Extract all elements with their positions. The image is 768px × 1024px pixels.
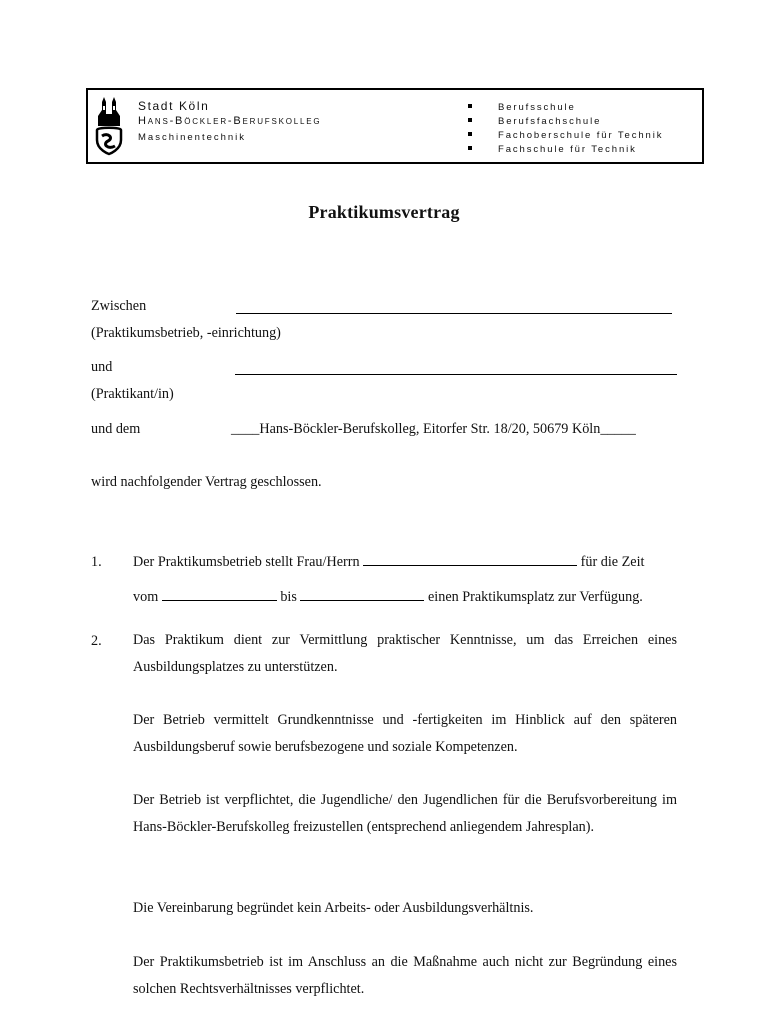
list-item: Fachschule für Technik [468,143,663,157]
bullet-icon [468,104,472,108]
section-number: 2. [91,633,102,649]
company-name-field[interactable] [236,313,672,314]
section1-line2: vom bis einen Praktikumsplatz zur Verfügung. [133,589,643,605]
document-title: Praktikumsvertrag [308,202,460,222]
paragraph: Der Betrieb vermittelt Grundkenntnisse und -fertigkeiten im Hinblick auf den späteren Ausbildungsberuf sowie berufsbezogene und soziale Kompetenzen. [133,712,677,755]
and-the-label: und dem [91,421,141,437]
letterhead [86,88,704,164]
intern-name-field[interactable] [235,374,677,375]
contract-sentence: wird nachfolgender Vertrag geschlossen. [91,474,322,490]
between-label: Zwischen [91,298,147,314]
bullet-icon [468,146,472,150]
section1-line1: Der Praktikumsbetrieb stellt Frau/Herrn für die Zeit [133,554,645,570]
list-item: Fachoberschule für Technik [468,129,663,143]
and-label: und [91,359,113,375]
paragraph: Das Praktikum dient zur Vermittlung praktischer Kenntnisse, um das Erreichen eines Ausbildungsplatzes zu unterstützen. [133,632,677,675]
school-address-entry: ____Hans-Böckler-Berufskolleg, Eitorfer Str. 18/20, 50679 Köln_____ [231,421,636,437]
list-item: Berufsfachschule [468,115,663,129]
bullet-icon [468,118,472,122]
end-date-blank[interactable] [300,588,424,601]
list-item: Berufsschule [468,101,663,115]
school-logo-icon [94,96,126,156]
intern-hint: (Praktikant/in) [91,386,174,402]
school-name: Hans-Böckler-Berufskolleg [138,115,322,127]
city-name: Stadt Köln [138,99,210,113]
section-number: 1. [91,554,102,570]
paragraph: Der Praktikumsbetrieb ist im Anschluss an die Maßnahme auch nicht zur Begründung eines solchen Rechtsverhältnisses verpflichtet. [133,954,677,997]
bullet-icon [468,132,472,136]
letterhead-names [138,98,321,145]
paragraph: Die Vereinbarung begründet kein Arbeits- oder Ausbildungsverhältnis. [133,900,534,916]
department-name: Maschinentechnik [138,132,247,143]
company-hint: (Praktikumsbetrieb, -einrichtung) [91,325,281,341]
paragraph: Der Betrieb ist verpflichtet, die Jugendliche/ den Jugendlichen für die Berufsvorbereitung im Hans-Böckler-Berufskolleg freizustellen (entsprechend anliegendem Jahresplan). [133,792,677,835]
intern-name-blank[interactable] [363,553,577,566]
school-types-list [468,101,663,157]
start-date-blank[interactable] [162,588,277,601]
